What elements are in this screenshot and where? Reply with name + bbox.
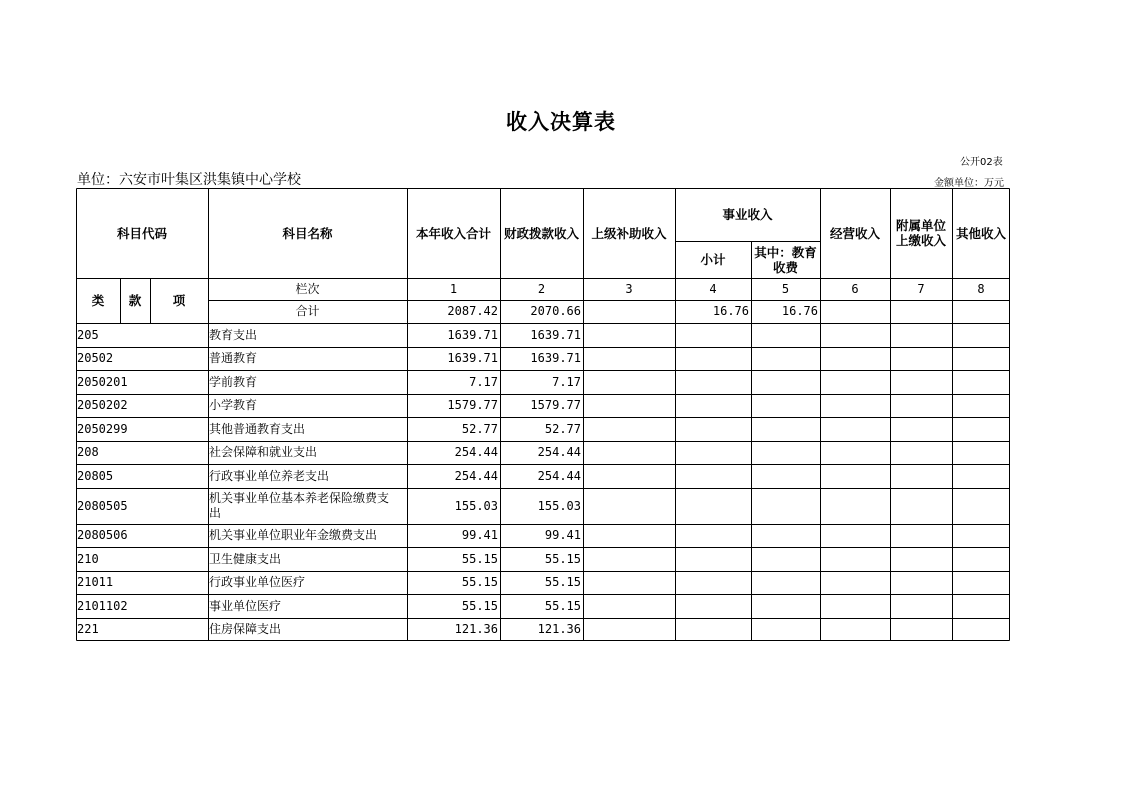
row-code: 205 bbox=[77, 327, 99, 342]
header-superior: 上级补助收入 bbox=[591, 225, 667, 241]
col-number: 5 bbox=[781, 281, 790, 296]
row-total: 1639.71 bbox=[447, 351, 498, 365]
row-code: 2080506 bbox=[77, 528, 128, 542]
row-name: 小学教育 bbox=[209, 398, 258, 412]
row-total: 155.03 bbox=[454, 498, 498, 513]
row-total: 99.41 bbox=[461, 528, 498, 542]
row-fiscal: 55.15 bbox=[544, 575, 581, 589]
row-name: 住房保障支出 bbox=[209, 622, 282, 636]
row-name: 卫生健康支出 bbox=[209, 551, 282, 566]
row-fiscal: 254.44 bbox=[537, 445, 581, 459]
col-number: 2 bbox=[537, 281, 546, 296]
row-fiscal: 254.44 bbox=[537, 468, 581, 483]
row-code: 21011 bbox=[77, 575, 114, 589]
row-code: 210 bbox=[77, 551, 99, 566]
row-code: 2080505 bbox=[77, 498, 128, 513]
row-total: 1579.77 bbox=[447, 398, 498, 412]
row-total: 1639.71 bbox=[447, 327, 498, 342]
row-total: 52.77 bbox=[461, 421, 498, 436]
row-fiscal: 1639.71 bbox=[530, 327, 581, 342]
row-name: 其他普通教育支出 bbox=[209, 421, 306, 436]
header-edu-fee: 其中：教育收费 bbox=[754, 244, 817, 275]
row-name: 事业单位医疗 bbox=[209, 598, 282, 613]
reporting-unit: 单位：六安市叶集区洪集镇中心学校 bbox=[77, 172, 301, 188]
form-number: 公开02表 bbox=[960, 157, 1003, 168]
header-kuan: 款 bbox=[128, 293, 142, 308]
row-total: 55.15 bbox=[461, 598, 498, 613]
header-code: 科目代码 bbox=[116, 225, 167, 241]
header-lanci: 栏次 bbox=[295, 281, 320, 296]
row-name: 学前教育 bbox=[209, 374, 258, 389]
header-subtotal: 小计 bbox=[700, 252, 726, 267]
total-income: 2087.42 bbox=[447, 304, 498, 318]
income-table bbox=[76, 188, 1010, 641]
money-unit: 金额单位：万元 bbox=[934, 178, 1004, 189]
row-fiscal: 1639.71 bbox=[530, 351, 581, 365]
row-total: 55.15 bbox=[461, 575, 498, 589]
row-code: 20805 bbox=[77, 468, 114, 483]
row-fiscal: 121.36 bbox=[537, 622, 581, 636]
header-name: 科目名称 bbox=[282, 225, 333, 241]
row-name: 普通教育 bbox=[209, 351, 258, 365]
row-code: 2101102 bbox=[77, 598, 128, 613]
row-fiscal: 7.17 bbox=[552, 374, 581, 389]
header-operating: 经营收入 bbox=[829, 225, 880, 241]
row-name: 行政事业单位医疗 bbox=[209, 575, 306, 589]
row-fiscal: 55.15 bbox=[544, 598, 581, 613]
total-fiscal: 2070.66 bbox=[530, 304, 581, 318]
row-total: 254.44 bbox=[454, 468, 498, 483]
row-code: 221 bbox=[77, 622, 99, 636]
row-code: 20502 bbox=[77, 351, 114, 365]
header-fiscal: 财政拨款收入 bbox=[503, 225, 579, 241]
col-number: 6 bbox=[851, 281, 859, 296]
row-name: 教育支出 bbox=[209, 327, 258, 342]
row-code: 2050299 bbox=[77, 421, 128, 436]
page-title: 收入决算表 bbox=[506, 110, 616, 134]
header-total: 本年收入合计 bbox=[415, 225, 491, 241]
header-other: 其他收入 bbox=[955, 225, 1006, 241]
header-business: 事业收入 bbox=[722, 207, 773, 222]
col-number: 4 bbox=[709, 281, 717, 296]
total-label: 合计 bbox=[295, 304, 320, 318]
row-total: 55.15 bbox=[461, 551, 498, 566]
row-fiscal: 55.15 bbox=[544, 551, 581, 566]
col-number: 1 bbox=[449, 281, 458, 296]
row-code: 2050202 bbox=[77, 398, 128, 412]
row-total: 7.17 bbox=[469, 374, 498, 389]
col-number: 3 bbox=[625, 281, 633, 296]
row-total: 121.36 bbox=[454, 622, 498, 636]
row-fiscal: 1579.77 bbox=[530, 398, 581, 412]
total-edu-fee: 16.76 bbox=[781, 304, 818, 318]
row-fiscal: 155.03 bbox=[537, 498, 581, 513]
row-code: 2050201 bbox=[77, 374, 128, 389]
row-code: 208 bbox=[77, 445, 99, 459]
row-name: 机关事业单位基本养老保险缴费支出 bbox=[209, 491, 390, 520]
total-subtotal: 16.76 bbox=[712, 304, 749, 318]
col-number: 8 bbox=[977, 281, 985, 296]
row-total: 254.44 bbox=[454, 445, 498, 459]
header-affiliated: 附属单位上缴收入 bbox=[895, 218, 946, 248]
row-fiscal: 99.41 bbox=[544, 528, 581, 542]
row-fiscal: 52.77 bbox=[544, 421, 581, 436]
header-lei: 类 bbox=[91, 293, 105, 308]
row-name: 机关事业单位职业年金缴费支出 bbox=[209, 528, 378, 542]
header-xiang: 项 bbox=[172, 293, 186, 308]
row-name: 社会保障和就业支出 bbox=[209, 445, 318, 459]
col-number: 7 bbox=[917, 281, 925, 296]
row-name: 行政事业单位养老支出 bbox=[209, 468, 330, 483]
